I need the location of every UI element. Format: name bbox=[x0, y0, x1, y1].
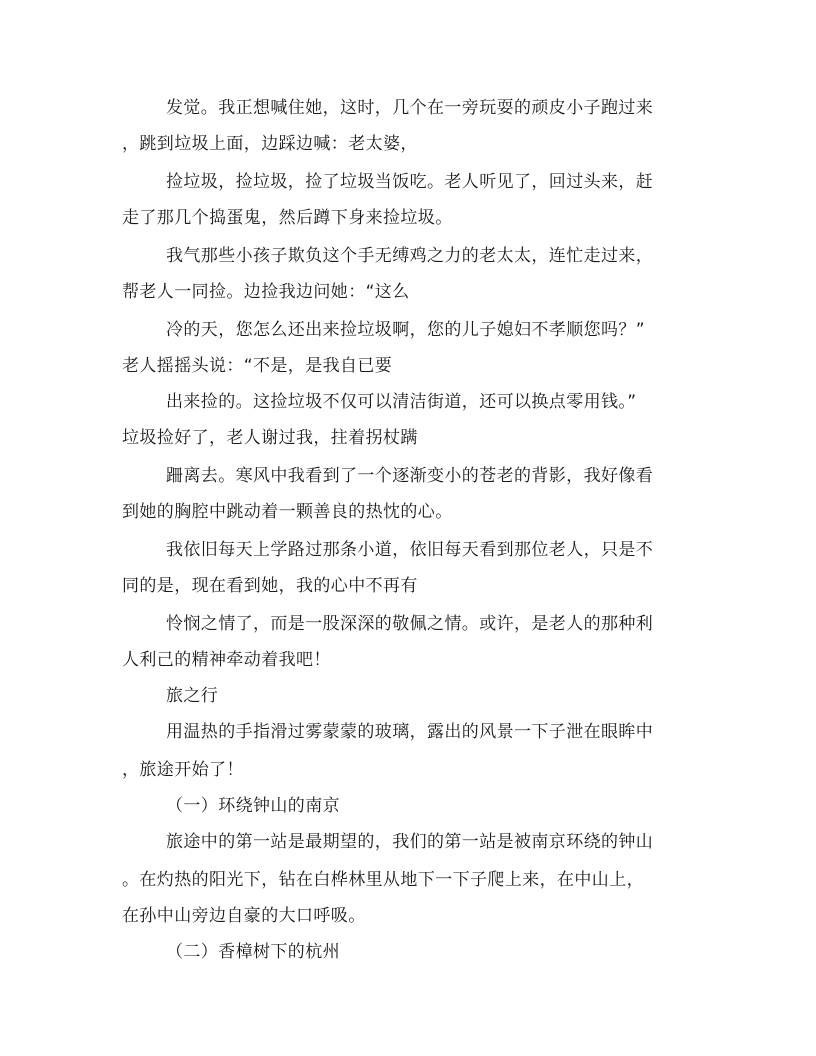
subsection-heading: （二）香樟树下的杭州 bbox=[166, 942, 340, 962]
text-line: 人利己的精神牵动着我吧！ bbox=[122, 650, 331, 670]
text-line: 垃圾捡好了，老人谢过我，拄着拐杖蹒 bbox=[122, 428, 418, 448]
text-line: 跚离去。寒风中我看到了一个逐渐变小的苍老的背影，我好像看 bbox=[166, 466, 654, 486]
text-line: ，旅途开始了！ bbox=[122, 760, 244, 780]
section-heading: 旅之行 bbox=[166, 686, 219, 706]
text-line: 。在灼热的阳光下，钻在白桦林里从地下一下子爬上来，在中山上， bbox=[122, 870, 644, 890]
text-line: ，跳到垃圾上面，边踩边喊：老太婆， bbox=[122, 134, 418, 154]
text-line: 到她的胸腔中跳动着一颗善良的热忱的心。 bbox=[122, 502, 453, 522]
text-line: 在孙中山旁边自豪的大口呼吸。 bbox=[122, 906, 366, 926]
text-line: 冷的天，您怎么还出来捡垃圾啊，您的儿子媳妇不孝顺您吗？” bbox=[166, 320, 646, 340]
text-line: 走了那几个捣蛋鬼，然后蹲下身来捡垃圾。 bbox=[122, 208, 453, 228]
text-line: 同的是，现在看到她，我的心中不再有 bbox=[122, 576, 418, 596]
text-line: 出来捡的。这捡垃圾不仅可以清洁街道，还可以换点零用钱。” bbox=[166, 392, 637, 412]
text-line: 旅途中的第一站是最期望的，我们的第一站是被南京环绕的钟山 bbox=[166, 832, 654, 852]
text-line: 老人摇摇头说：“不是，是我自已要 bbox=[122, 356, 393, 376]
text-line: 我依旧每天上学路过那条小道，依旧每天看到那位老人，只是不 bbox=[166, 540, 654, 560]
subsection-heading: （一）环绕钟山的南京 bbox=[166, 796, 340, 816]
text-line: 捡垃圾，捡垃圾，捡了垃圾当饭吃。老人听见了，回过头来，赶 bbox=[166, 172, 654, 192]
text-line: 怜悯之情了，而是一股深深的敬佩之情。或许，是老人的那种利 bbox=[166, 614, 654, 634]
text-line: 帮老人一同捡。边捡我边问她：“这么 bbox=[122, 282, 410, 302]
text-line: 用温热的手指滑过雾蒙蒙的玻璃，露出的风景一下子泄在眼眸中 bbox=[166, 722, 654, 742]
text-line: 发觉。我正想喊住她，这时，几个在一旁玩耍的顽皮小子跑过来 bbox=[166, 98, 654, 118]
text-line: 我气那些小孩子欺负这个手无缚鸡之力的老太太，连忙走过来， bbox=[166, 246, 654, 266]
